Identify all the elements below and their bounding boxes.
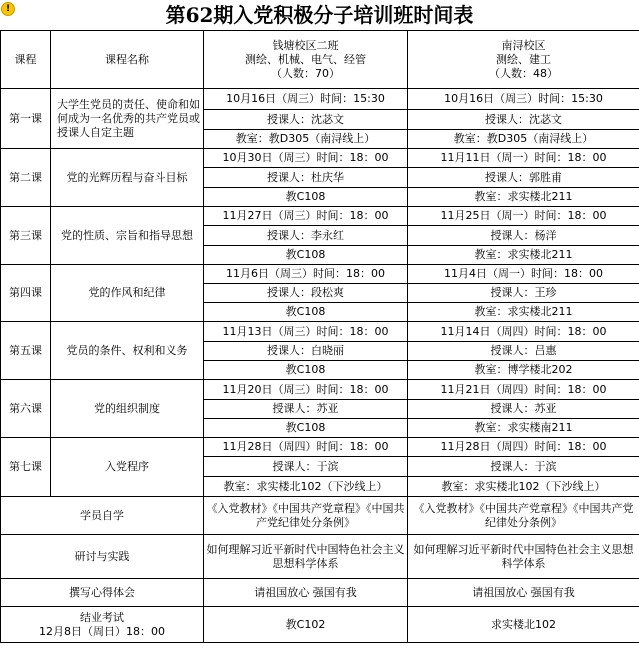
exam-datetime: 12月8日（周日）18：00 bbox=[39, 624, 165, 638]
schedule-table bbox=[0, 30, 639, 643]
nanxun-time: 10月16日（周三）时间：15:30 bbox=[408, 89, 639, 110]
lesson-name: 大学生党员的责任、使命和如何成为一名优秀的共产党员或授课人自定主题 bbox=[51, 89, 204, 149]
qiantang-teacher: 授课人：于滨 bbox=[204, 457, 408, 477]
nanxun-time: 11月14日（周四）时间：18：00 bbox=[408, 322, 639, 342]
nanxun-room: 教室：教D305（南浔线上） bbox=[408, 130, 639, 149]
essay-nanxun: 请祖国放心 强国有我 bbox=[408, 579, 639, 607]
discussion-nanxun: 如何理解习近平新时代中国特色社会主义思想科学体系 bbox=[408, 535, 639, 579]
self-study-qiantang: 《入党教材》《中国共产党章程》《中国共产党纪律处分条例》 bbox=[204, 497, 408, 535]
qiantang-room: 教C108 bbox=[204, 188, 408, 207]
lesson-row bbox=[1, 322, 639, 342]
qiantang-room: 教C108 bbox=[204, 246, 408, 265]
header-qiantang-count: （人数：70） bbox=[271, 66, 340, 80]
header-qiantang bbox=[204, 31, 408, 89]
nanxun-teacher: 授课人：吕惠 bbox=[408, 342, 639, 361]
exam-row bbox=[1, 607, 639, 643]
qiantang-time: 11月13日（周三）时间：18：00 bbox=[204, 322, 408, 342]
essay-qiantang: 请祖国放心 强国有我 bbox=[204, 579, 408, 607]
nanxun-teacher: 授课人：杨洋 bbox=[408, 226, 639, 246]
qiantang-teacher: 授课人：白晓丽 bbox=[204, 342, 408, 361]
lesson-number: 第六课 bbox=[1, 380, 51, 438]
qiantang-time: 11月28日（周四）时间：18：00 bbox=[204, 438, 408, 457]
nanxun-time: 11月4日（周一）时间：18：00 bbox=[408, 265, 639, 284]
nanxun-time: 11月25日（周一）时间：18：00 bbox=[408, 207, 639, 226]
discussion-qiantang: 如何理解习近平新时代中国特色社会主义思想科学体系 bbox=[204, 535, 408, 579]
lesson-row bbox=[1, 380, 639, 400]
lesson-name: 党的组织制度 bbox=[51, 380, 204, 438]
exam-label bbox=[1, 607, 204, 643]
lesson-row bbox=[1, 89, 639, 110]
nanxun-teacher: 授课人：沈苾文 bbox=[408, 110, 639, 130]
lesson-number: 第三课 bbox=[1, 207, 51, 265]
nanxun-teacher: 授课人：郭胜甫 bbox=[408, 168, 639, 188]
qiantang-room: 教室：教D305（南浔线上） bbox=[204, 130, 408, 149]
nanxun-time: 11月11日（周一）时间：18：00 bbox=[408, 149, 639, 168]
header-nanxun-campus: 南浔校区 bbox=[501, 38, 546, 52]
lesson-row bbox=[1, 265, 639, 284]
header-qiantang-majors: 测绘、机械、电气、经管 bbox=[245, 52, 366, 66]
self-study-label: 学员自学 bbox=[1, 497, 204, 535]
lesson-number: 第二课 bbox=[1, 149, 51, 207]
header-course-name: 课程名称 bbox=[51, 31, 204, 89]
qiantang-teacher: 授课人：段松爽 bbox=[204, 284, 408, 303]
lesson-name: 党的作风和纪律 bbox=[51, 265, 204, 322]
nanxun-teacher: 授课人：苏亚 bbox=[408, 400, 639, 419]
header-nanxun-majors: 测绘、建工 bbox=[496, 52, 551, 66]
header-row bbox=[1, 31, 639, 89]
qiantang-teacher: 授课人：沈苾文 bbox=[204, 110, 408, 130]
lesson-number: 第一课 bbox=[1, 89, 51, 149]
lesson-row bbox=[1, 438, 639, 457]
lesson-name: 党的性质、宗旨和指导思想 bbox=[51, 207, 204, 265]
exam-nanxun-room: 求实楼北102 bbox=[408, 607, 639, 643]
nanxun-time: 11月21日（周四）时间：18：00 bbox=[408, 380, 639, 400]
essay-row bbox=[1, 579, 639, 607]
nanxun-room: 教室：求实楼北102（下沙线上） bbox=[408, 477, 639, 497]
lesson-row bbox=[1, 207, 639, 226]
qiantang-time: 11月20日（周三）时间：18：00 bbox=[204, 380, 408, 400]
discussion-row bbox=[1, 535, 639, 579]
nanxun-room: 教室：求实楼北211 bbox=[408, 188, 639, 207]
warning-icon: ! bbox=[1, 2, 15, 16]
self-study-nanxun: 《入党教材》《中国共产党章程》《中国共产党纪律处分条例》 bbox=[408, 497, 639, 535]
qiantang-time: 10月16日（周三）时间：15:30 bbox=[204, 89, 408, 110]
qiantang-room: 教C108 bbox=[204, 303, 408, 322]
lesson-number: 第七课 bbox=[1, 438, 51, 497]
essay-label: 撰写心得体会 bbox=[1, 579, 204, 607]
qiantang-teacher: 授课人：苏亚 bbox=[204, 400, 408, 419]
nanxun-teacher: 授课人：王珍 bbox=[408, 284, 639, 303]
exam-title: 结业考试 bbox=[80, 610, 124, 624]
header-course: 课程 bbox=[1, 31, 51, 89]
self-study-row bbox=[1, 497, 639, 535]
lesson-name: 党员的条件、权利和义务 bbox=[51, 322, 204, 380]
header-qiantang-campus: 钱塘校区二班 bbox=[272, 38, 339, 52]
exam-qiantang-room: 教C102 bbox=[204, 607, 408, 643]
nanxun-room: 教室：求实楼南211 bbox=[408, 419, 639, 438]
lesson-name: 党的光辉历程与奋斗目标 bbox=[51, 149, 204, 207]
lesson-name: 入党程序 bbox=[51, 438, 204, 497]
header-nanxun-count: （人数：48） bbox=[489, 66, 558, 80]
qiantang-time: 11月27日（周三）时间：18：00 bbox=[204, 207, 408, 226]
header-nanxun bbox=[408, 31, 639, 89]
nanxun-room: 教室：博学楼北202 bbox=[408, 361, 639, 380]
qiantang-teacher: 授课人：李永红 bbox=[204, 226, 408, 246]
qiantang-time: 11月6日（周三）时间：18：00 bbox=[204, 265, 408, 284]
page-title: 第62期入党积极分子培训班时间表 bbox=[165, 3, 474, 27]
nanxun-teacher: 授课人：于滨 bbox=[408, 457, 639, 477]
lesson-number: 第四课 bbox=[1, 265, 51, 322]
qiantang-teacher: 授课人：杜庆华 bbox=[204, 168, 408, 188]
qiantang-time: 10月30日（周三）时间：18：00 bbox=[204, 149, 408, 168]
nanxun-room: 教室：求实楼北211 bbox=[408, 303, 639, 322]
nanxun-room: 教室：求实楼北211 bbox=[408, 246, 639, 265]
qiantang-room: 教C108 bbox=[204, 419, 408, 438]
qiantang-room: 教室：求实楼北102（下沙线上） bbox=[204, 477, 408, 497]
nanxun-time: 11月28日（周四）时间：18：00 bbox=[408, 438, 639, 457]
lesson-number: 第五课 bbox=[1, 322, 51, 380]
lesson-row bbox=[1, 149, 639, 168]
discussion-label: 研讨与实践 bbox=[1, 535, 204, 579]
qiantang-room: 教C108 bbox=[204, 361, 408, 380]
